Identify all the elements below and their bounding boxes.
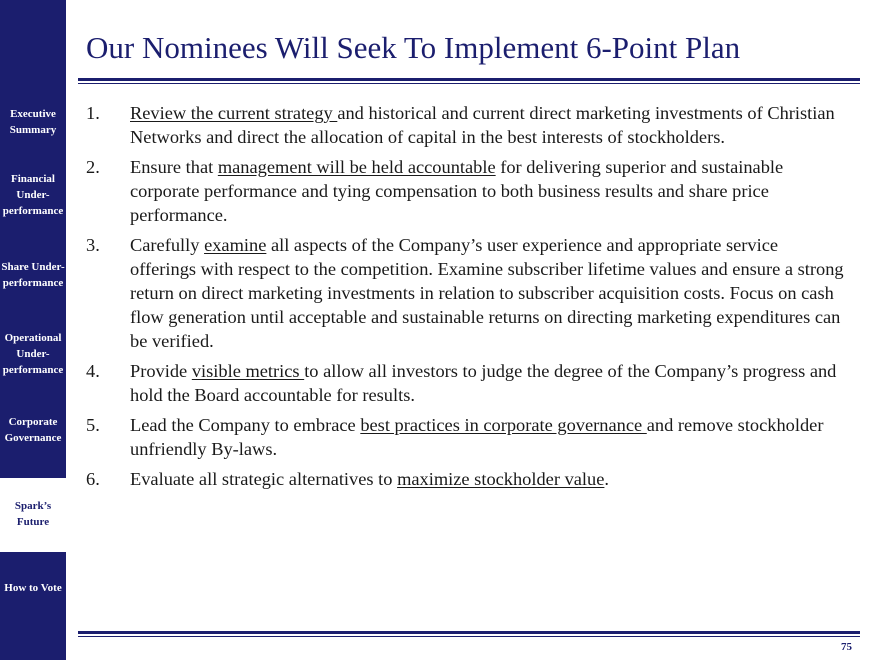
item-link[interactable]: management will be held accountable [217,157,496,177]
item-text [130,101,846,149]
item-text [130,233,846,353]
sidebar-item-sparks-future[interactable] [0,478,66,552]
footer-rule [78,631,860,634]
title-rule-thin [78,83,860,84]
item-number: 1. [86,103,100,123]
list-item [86,467,846,491]
sidebar-item-label: How to Vote [4,582,62,595]
item-text-post: and historical and current direct marketing investments of Christian Networks and direct the allocation of capital in the best interests of stockholders. [130,103,835,147]
list-item [86,101,846,149]
item-text-pre: Lead the Company to embrace [130,415,361,435]
item-text-pre: Provide [130,361,192,381]
list-item [86,413,846,461]
item-text-post: . [604,469,610,489]
item-text-pre: Carefully [130,235,205,255]
item-text [130,155,846,227]
sidebar-item-executive-summary[interactable] [0,100,66,146]
item-link[interactable]: visible metrics [191,361,305,381]
list-item [86,359,846,407]
item-number: 4. [86,361,100,381]
item-number: 2. [86,157,100,177]
item-text-post: and remove stockholder unfriendly By-laws. [130,415,824,459]
plan-list [86,101,846,497]
list-item [86,233,846,353]
item-text-pre: Ensure that [130,157,218,177]
item-text [130,467,846,491]
item-text-post: all aspects of the Company’s user experience and appropriate service offerings with respect to the competition. Examine subscriber lifetime values and ensure a strong return on direct marketing investments in relation to subscriber acquisition costs. Focus on cash flow generation until acceptable and sustainable returns on directing marketing expenditures can be verified. [130,235,844,351]
item-number: 5. [86,415,100,435]
page-title: Our Nominees Will Seek To Implement 6-Point Plan [86,30,741,65]
item-link[interactable]: maximize stockholder value [397,469,605,489]
item-text-post: to allow all investors to judge the degree of the Company’s progress and hold the Board accountable for results. [130,361,837,405]
sidebar-nav [0,0,66,660]
title-rule [78,78,860,81]
item-text [130,413,846,461]
sidebar-item-operational-underperformance[interactable] [0,323,66,387]
item-link[interactable]: Review the current strategy [130,103,338,123]
page-number: 75 [841,641,852,653]
item-text-pre: Evaluate all strategic alternatives to [130,469,398,489]
item-text-post: for delivering superior and sustainable corporate performance and tying compensation to both business results and share price performance. [130,157,784,225]
sidebar-item-how-to-vote[interactable] [0,566,66,612]
sidebar-item-label: Share Under-performance [1,261,65,289]
item-link[interactable]: examine [204,235,267,255]
item-link[interactable]: best practices in corporate governance [360,415,647,435]
list-item [86,155,846,227]
sidebar-item-label: Executive Summary [9,108,57,136]
sidebar-item-label: Operational Under-performance [2,332,64,376]
sidebar-item-label: Financial Under-performance [2,173,64,217]
item-number: 3. [86,235,100,255]
footer-rule-thin [78,636,860,637]
sidebar-item-financial-underperformance[interactable] [0,164,66,228]
sidebar-item-label: Corporate Governance [4,416,62,444]
sidebar-item-corporate-governance[interactable] [0,408,66,454]
item-text [130,359,846,407]
item-number: 6. [86,469,100,489]
sidebar-item-label: Spark’s Future [14,500,52,528]
sidebar-item-share-underperformance[interactable] [0,244,66,308]
